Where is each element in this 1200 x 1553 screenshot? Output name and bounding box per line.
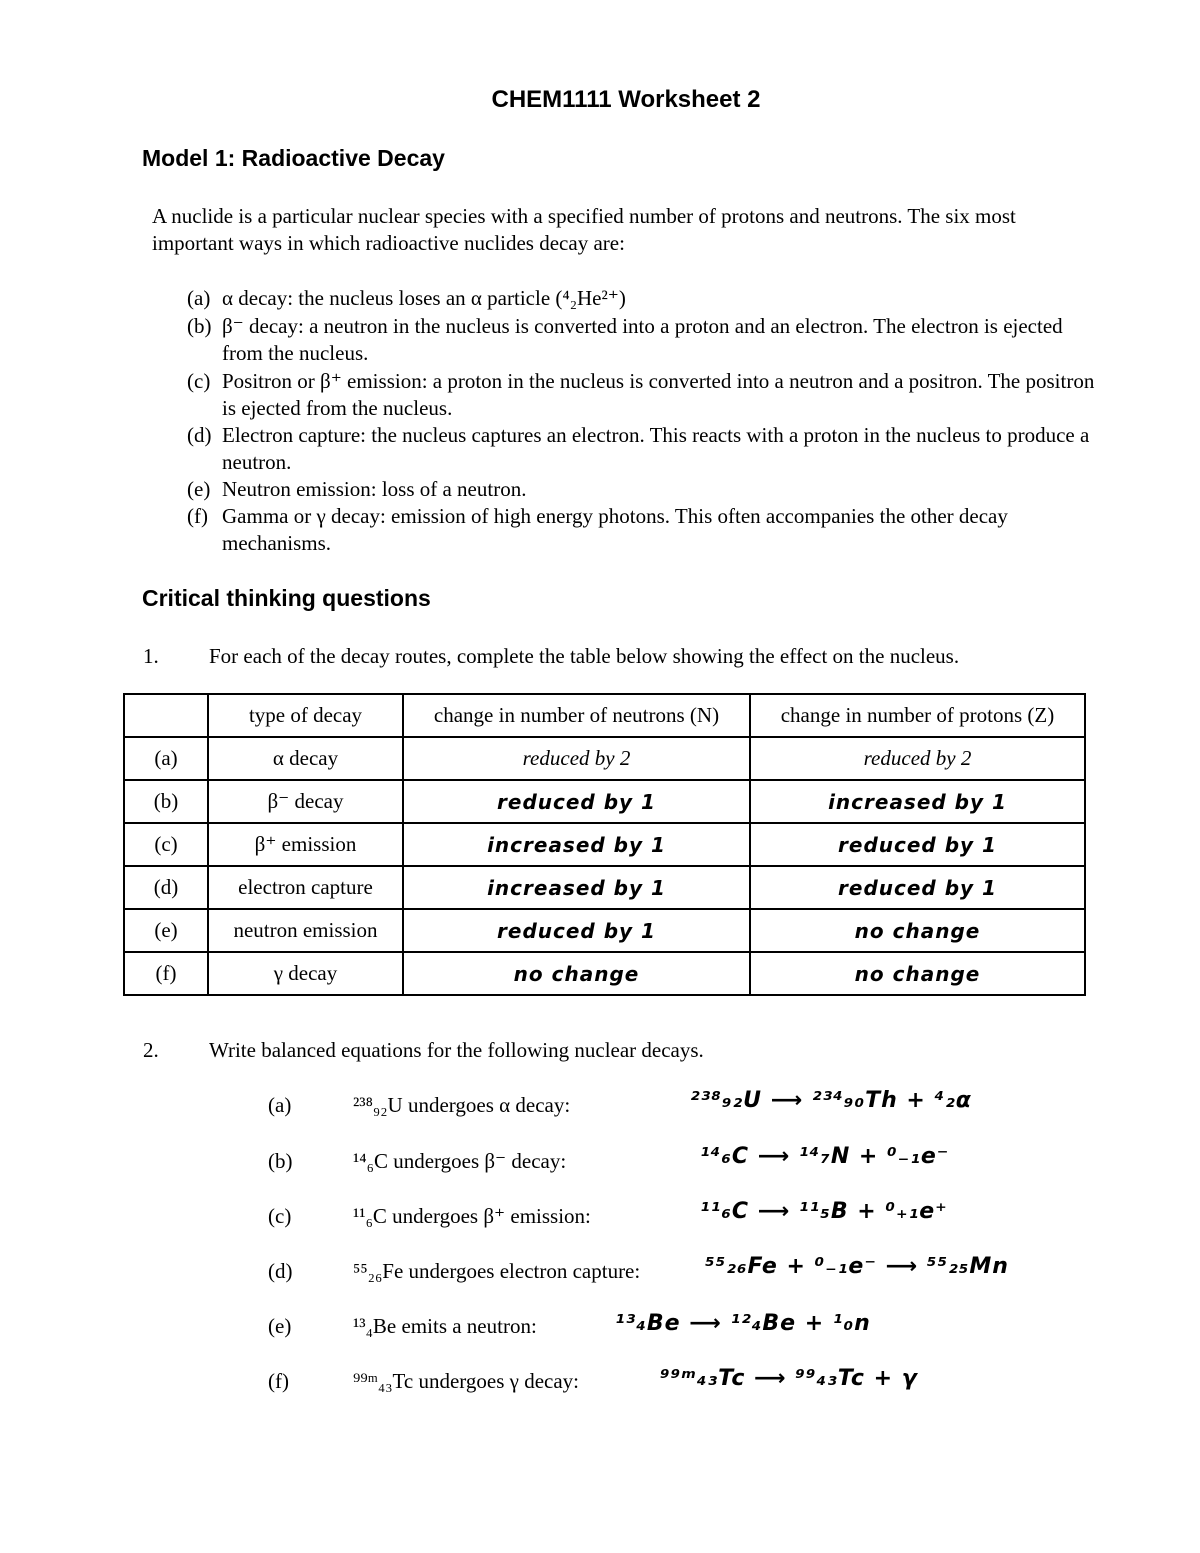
decay-list-item: Neutron emission: loss of a neutron. [222,477,527,501]
neutron-change-answer[interactable]: increased by 1 [403,866,750,909]
decay-list-item: Electron capture: the nucleus captures an electron. This reacts with a proton in the nucleus to produce a neutron. [222,423,1090,474]
equation-label: (d) [268,1259,293,1283]
table-header-row [124,694,1085,737]
equation-question: ¹⁴₆C undergoes β⁻ decay: [353,1149,567,1173]
decay-list-item: β⁻ decay: a neutron in the nucleus is converted into a proton and an electron. The electron is ejected from the nucleus. [222,314,1063,365]
equation-answer[interactable]: ¹¹₆C ⟶ ¹¹₅B + ⁰₊₁e⁺ [700,1199,948,1224]
question-number: 2. [143,1038,159,1062]
proton-change-answer[interactable]: no change [750,909,1085,952]
neutron-change-answer[interactable]: increased by 1 [403,823,750,866]
page-title: CHEM1111 Worksheet 2 [491,86,761,113]
equation-answer[interactable]: ⁵⁵₂₆Fe + ⁰₋₁e⁻ ⟶ ⁵⁵₂₅Mn [705,1254,1009,1279]
row-label: (b) [124,780,208,823]
table-header-cell: change in number of neutrons (N) [403,694,750,737]
decay-type-cell: electron capture [208,866,403,909]
equation-label: (c) [268,1204,292,1228]
equation-question: ⁵⁵₂₆Fe undergoes electron capture: [353,1259,641,1283]
equation-answer[interactable]: ⁹⁹ᵐ₄₃Tc ⟶ ⁹⁹₄₃Tc + γ [660,1366,918,1391]
decay-type-cell: α decay [208,737,403,780]
equation-answer[interactable]: ¹³₄Be ⟶ ¹²₄Be + ¹₀n [615,1311,871,1336]
proton-change-answer[interactable]: increased by 1 [750,780,1085,823]
table-header-cell: change in number of protons (Z) [750,694,1085,737]
decay-list-item: α decay: the nucleus loses an α particle (⁴₂He²⁺) [222,286,626,310]
neutron-change-cell: reduced by 2 [403,737,750,780]
row-label: (e) [124,909,208,952]
neutron-change-answer[interactable]: reduced by 1 [403,909,750,952]
equation-question: ²³⁸₉₂U undergoes α decay: [353,1093,571,1117]
neutron-change-answer[interactable]: no change [403,952,750,995]
table-row [124,866,1085,909]
table-row [124,780,1085,823]
proton-change-answer[interactable]: no change [750,952,1085,995]
intro-paragraph: A nuclide is a particular nuclear species with a specified number of protons and neutrons. The six most important ways in which radioactive nuclides decay are: [152,204,1016,255]
equation-label: (e) [268,1314,292,1338]
table-header-cell: type of decay [208,694,403,737]
proton-change-answer[interactable]: reduced by 1 [750,823,1085,866]
equation-question: ¹¹₆C undergoes β⁺ emission: [353,1204,591,1228]
equation-answer[interactable]: ²³⁸₉₂U ⟶ ²³⁴₉₀Th + ⁴₂α [690,1088,972,1113]
equation-label: (b) [268,1149,293,1173]
table-row [124,952,1085,995]
decay-type-cell: neutron emission [208,909,403,952]
question-number: 1. [143,644,159,668]
proton-change-cell: reduced by 2 [750,737,1085,780]
table-row [124,737,1085,780]
row-label: (a) [124,737,208,780]
row-label: (c) [124,823,208,866]
model-heading: Model 1: Radioactive Decay [142,145,445,171]
decay-list-label: (e) [187,477,211,501]
decay-list-label: (b) [187,314,212,338]
equation-label: (f) [268,1369,289,1393]
equation-label: (a) [268,1093,292,1117]
decay-type-cell: γ decay [208,952,403,995]
equation-answer[interactable]: ¹⁴₆C ⟶ ¹⁴₇N + ⁰₋₁e⁻ [700,1144,950,1169]
table-row [124,823,1085,866]
decay-list-item: Positron or β⁺ emission: a proton in the nucleus is converted into a neutron and a positron. The positron is ejected from the nucleus. [222,369,1095,420]
table-row [124,909,1085,952]
decay-type-cell: β⁺ emission [208,823,403,866]
decay-list-label: (a) [187,286,211,310]
decay-list-item: Gamma or γ decay: emission of high energy photons. This often accompanies the other decay mechanisms. [222,504,1008,555]
table-header-cell [124,694,208,737]
row-label: (d) [124,866,208,909]
decay-table [123,693,1086,996]
decay-list-label: (c) [187,369,211,393]
question-text: Write balanced equations for the following nuclear decays. [209,1038,704,1062]
equation-question: ¹³₄Be emits a neutron: [353,1314,537,1338]
proton-change-answer[interactable]: reduced by 1 [750,866,1085,909]
neutron-change-answer[interactable]: reduced by 1 [403,780,750,823]
row-label: (f) [124,952,208,995]
decay-type-cell: β⁻ decay [208,780,403,823]
equation-question: ⁹⁹ᵐ₄₃Tc undergoes γ decay: [353,1369,579,1393]
decay-list-label: (d) [187,423,212,447]
critical-thinking-heading: Critical thinking questions [142,585,431,611]
decay-list-label: (f) [187,504,208,528]
question-text: For each of the decay routes, complete the table below showing the effect on the nucleus. [209,644,960,668]
